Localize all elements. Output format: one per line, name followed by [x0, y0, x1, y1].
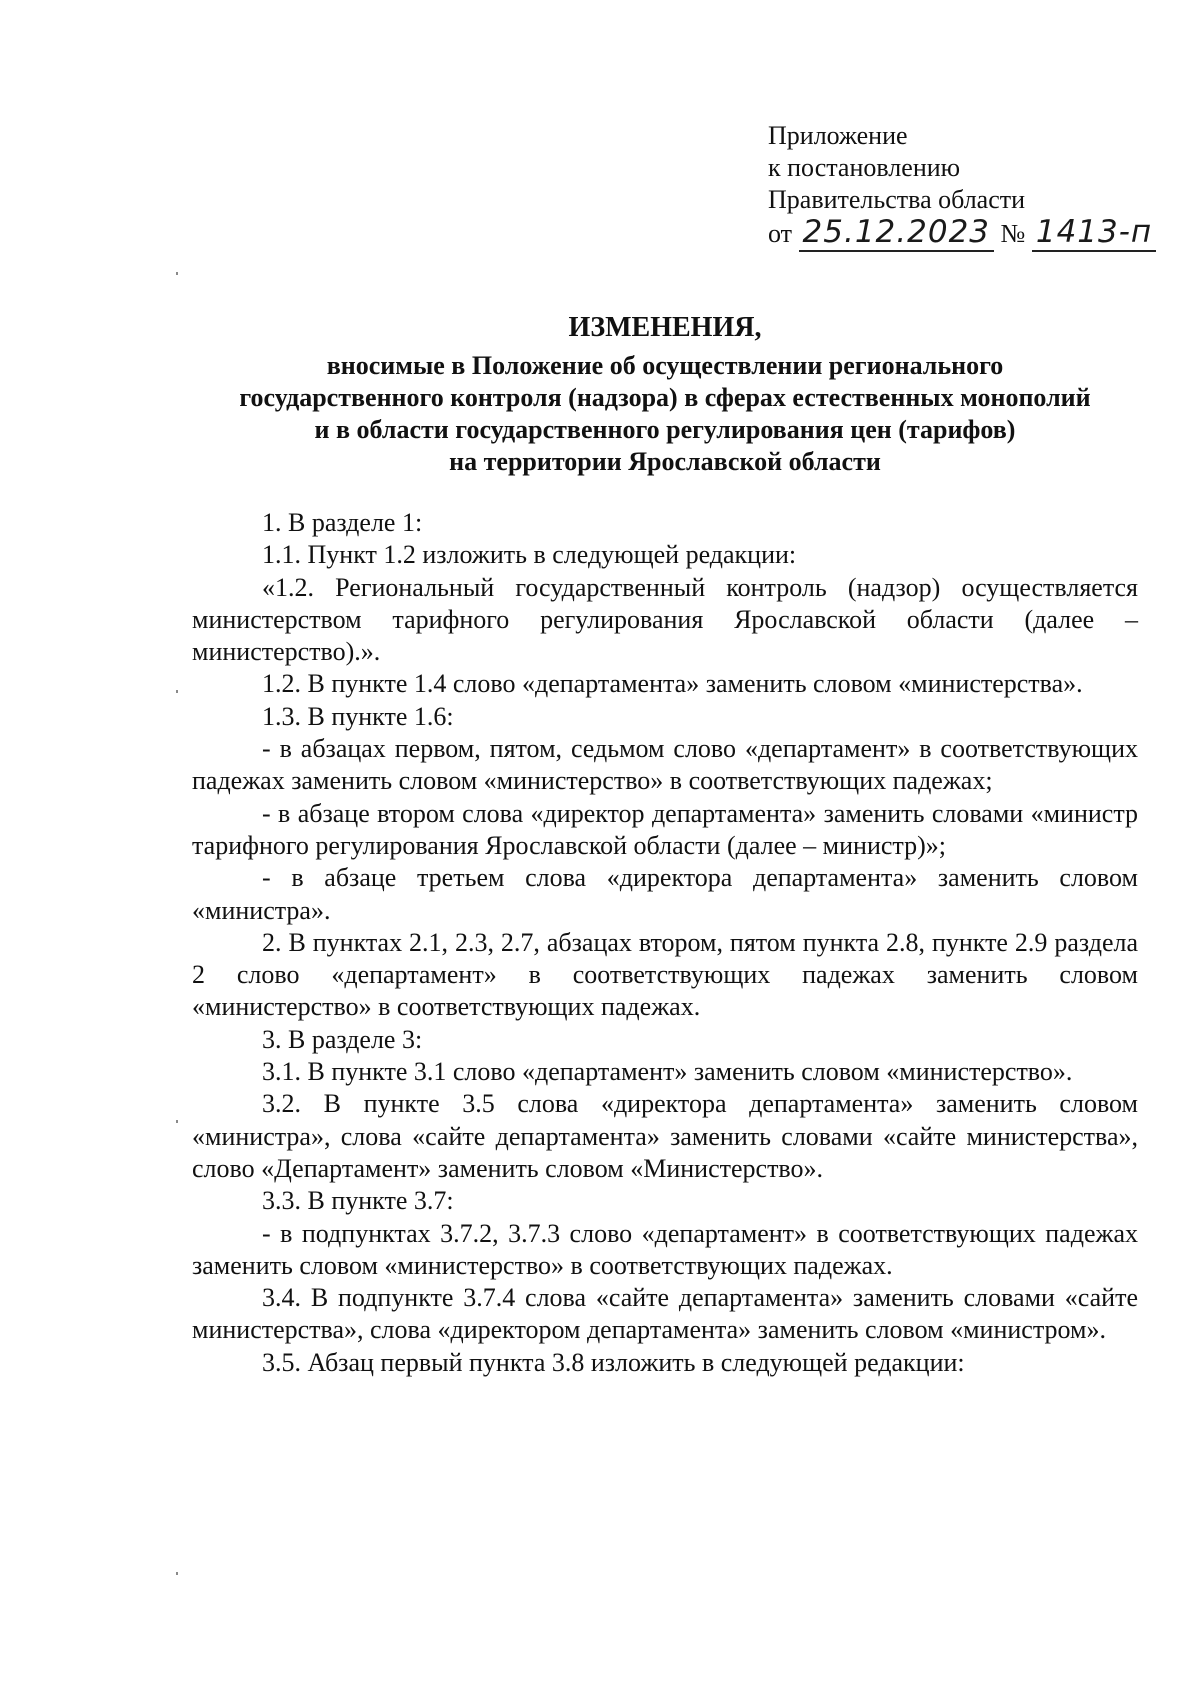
document-heading	[192, 312, 1138, 478]
list-item-dash: - в подпунктах 3.7.2, 3.7.3 слово «департамент» в соответствующих падежах заменить словом «министерство» в соответствующих падежах.	[192, 1218, 1138, 1280]
heading-subtitle-line: государственного контроля (надзора) в сферах естественных монополий	[239, 383, 1091, 412]
paragraph-section-3: 3. В разделе 3:	[262, 1024, 423, 1054]
handwritten-number: 1413-п	[1032, 214, 1156, 252]
paragraph-3-4: 3.4. В подпункте 3.7.4 слова «сайте департамента» заменить словами «сайте министерства», слова «директором департамента» заменить словом «министром».	[192, 1283, 1138, 1345]
heading-subtitle-line: вносимые в Положение об осуществлении регионального	[326, 351, 1004, 380]
paragraph-1-3: 1.3. В пункте 1.6:	[262, 701, 454, 731]
scan-speck	[176, 272, 178, 275]
paragraph-3-1: 3.1. В пункте 3.1 слово «департамент» заменить словом «министерство».	[262, 1057, 1073, 1087]
appendix-line-1: Приложение	[768, 121, 908, 150]
paragraph-3-2: 3.2. В пункте 3.5 слова «директора департамента» заменить словом «министра», слова «сайте департамента» заменить словами «сайте министерства», слово «Департамент» заменить словом «Министерство».	[192, 1089, 1138, 1183]
paragraph-section-1: 1. В разделе 1:	[262, 508, 423, 537]
paragraph-3-5: 3.5. Абзац первый пункта 3.8 изложить в следующей редакции:	[262, 1347, 965, 1377]
scan-speck	[176, 690, 178, 693]
date-prefix: от	[768, 219, 793, 248]
heading-title: ИЗМЕНЕНИЯ,	[568, 312, 762, 343]
list-item-dash: - в абзаце третьем слова «директора департамента» заменить словом «министра».	[192, 863, 1138, 925]
list-item-dash: - в абзацах первом, пятом, седьмом слово «департамент» в соответствующих падежах заменить словом «министерство» в соответствующих падежах;	[192, 734, 1138, 796]
number-sign: №	[1000, 219, 1026, 248]
appendix-line-3: Правительства области	[768, 185, 1026, 214]
list-item-dash: - в абзаце втором слова «директор департамента» заменить словами «министр тарифного регулирования Ярославской области (далее – министр)»;	[192, 798, 1138, 860]
scan-speck	[176, 1572, 178, 1575]
paragraph-1-1: 1.1. Пункт 1.2 изложить в следующей редакции:	[262, 540, 797, 570]
paragraph-3-3: 3.3. В пункте 3.7:	[262, 1186, 454, 1216]
heading-subtitle-line: на территории Ярославской области	[449, 447, 881, 476]
heading-subtitle-line: и в области государственного регулирования цен (тарифов)	[314, 415, 1016, 444]
scan-speck	[176, 1120, 178, 1123]
handwritten-date: 25.12.2023	[799, 214, 995, 252]
document-body	[192, 507, 1138, 1379]
appendix-line-2: к постановлению	[768, 153, 961, 182]
appendix-block	[768, 120, 1156, 250]
paragraph-section-2: 2. В пунктах 2.1, 2.3, 2.7, абзацах втором, пятом пункта 2.8, пункте 2.9 раздела 2 слово «департамент» в соответствующих падежах заменить словом «министерство» в соответствующих падежах.	[192, 927, 1138, 1022]
paragraph-1-2: 1.2. В пункте 1.4 слово «департамента» заменить словом «министерства».	[262, 669, 1083, 699]
paragraph-quote-1-2: «1.2. Региональный государственный контроль (надзор) осуществляется министерством тарифного регулирования Ярославской области (далее – министерство).».	[192, 572, 1138, 667]
appendix-date-line	[768, 216, 1156, 250]
